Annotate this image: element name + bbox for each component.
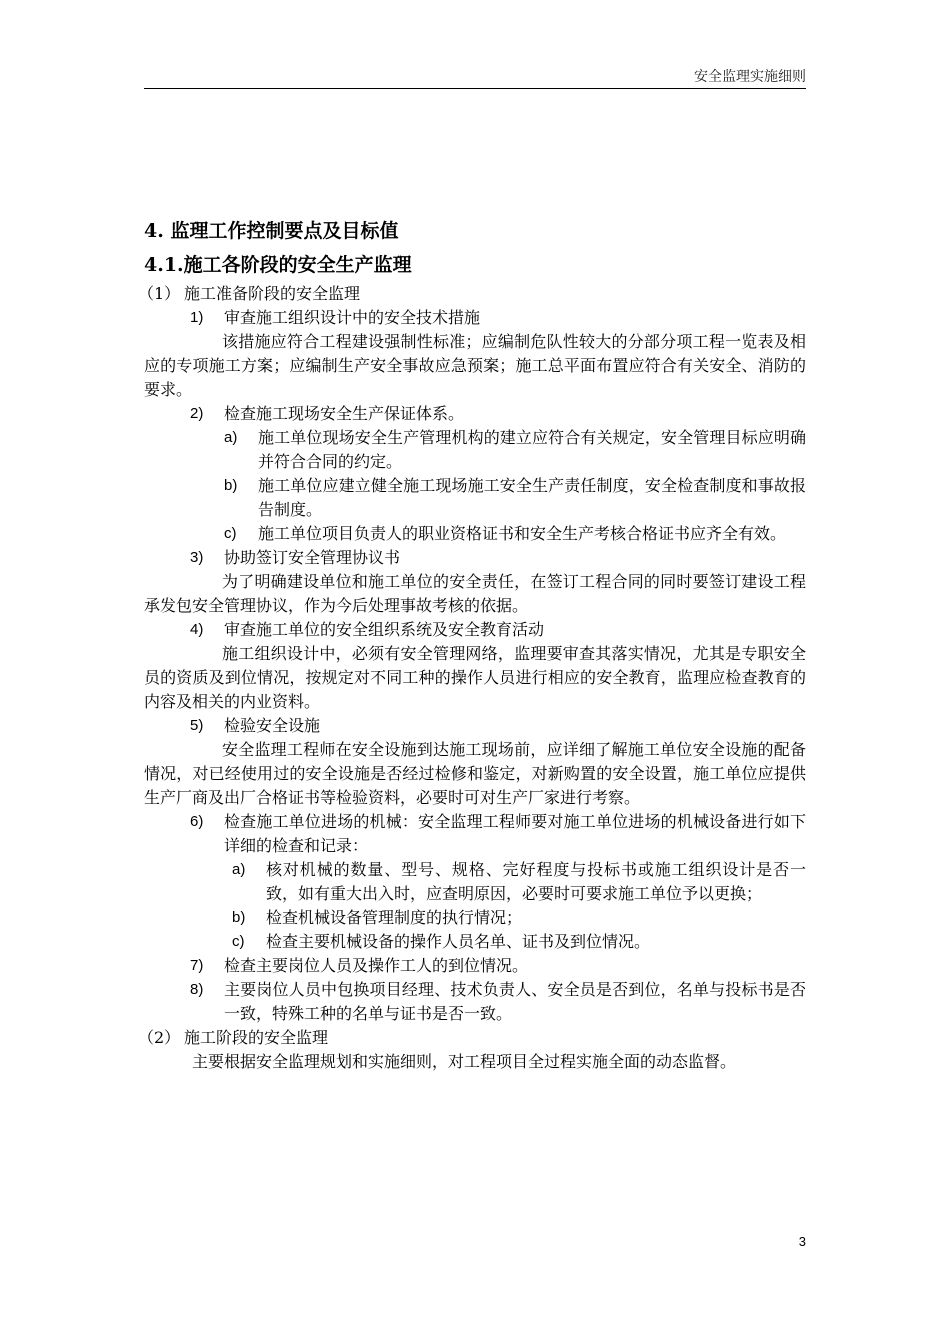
list-number: c) <box>232 933 245 950</box>
list-text: 核对机械的数量、型号、规格、完好程度与投标书或施工组织设计是否一致，如有重大出入时，应查明原因，必要时可要求施工单位予以更换； <box>266 860 806 903</box>
list-item <box>138 1026 806 1050</box>
list-text: 审查施工组织设计中的安全技术措施 <box>224 308 481 327</box>
list-item <box>190 954 806 978</box>
document-body <box>138 216 806 1074</box>
list-number: 4) <box>190 621 204 638</box>
list-number: c) <box>224 525 237 542</box>
list-item <box>224 426 806 474</box>
list-number: a) <box>224 429 238 446</box>
list-text: 施工阶段的安全监理 <box>184 1028 329 1047</box>
list-text: 检验安全设施 <box>224 716 321 735</box>
list-text: 检查施工单位进场的机械：安全监理工程师要对施工单位进场的机械设备进行如下详细的检查和记录： <box>224 812 806 855</box>
paragraph: 为了明确建设单位和施工单位的安全责任，在签订工程合同的同时要签订建设工程承发包安全管理协议，作为今后处理事故考核的依据。 <box>144 572 806 615</box>
paragraph: 主要根据安全监理规划和实施细则，对工程项目全过程实施全面的动态监督。 <box>192 1052 737 1071</box>
list-item <box>232 906 806 930</box>
list-item <box>224 522 806 546</box>
paragraph: 该措施应符合工程建设强制性标准；应编制危队性较大的分部分项工程一览表及相应的专项施工方案；应编制生产安全事故应急预案；施工总平面布置应符合有关安全、消防的要求。 <box>144 332 806 399</box>
list-number: 8) <box>190 981 204 998</box>
list-text: 施工单位现场安全生产管理机构的建立应符合有关规定，安全管理目标应明确并符合合同的约定。 <box>258 428 806 471</box>
list-number: （2） <box>138 1028 181 1047</box>
header-rule <box>144 88 806 89</box>
header-title: 安全监理实施细则 <box>694 69 806 85</box>
list-number: 6) <box>190 813 204 830</box>
list-text: 主要岗位人员中包换项目经理、技术负责人、安全员是否到位，名单与投标书是否一致，特殊工种的名单与证书是否一致。 <box>224 980 806 1023</box>
list-item <box>138 282 806 306</box>
list-number: 7) <box>190 957 204 974</box>
list-item <box>224 474 806 522</box>
list-text: 施工单位项目负责人的职业资格证书和安全生产考核合格证书应齐全有效。 <box>258 524 787 543</box>
list-item <box>232 858 806 906</box>
list-text: 施工准备阶段的安全监理 <box>184 284 361 303</box>
list-item <box>190 546 806 570</box>
list-number: 1) <box>190 309 204 326</box>
list-text: 检查施工现场安全生产保证体系。 <box>224 404 465 423</box>
list-number: （1） <box>138 284 181 303</box>
list-number: a) <box>232 861 246 878</box>
list-text: 审查施工单位的安全组织系统及安全教育活动 <box>224 620 545 639</box>
section-heading: 4. 监理工作控制要点及目标值 <box>144 220 399 242</box>
list-number: b) <box>224 477 238 494</box>
list-number: 2) <box>190 405 204 422</box>
list-text: 检查主要机械设备的操作人员名单、证书及到位情况。 <box>266 932 651 951</box>
list-number: 3) <box>190 549 204 566</box>
list-item <box>190 810 806 858</box>
list-text: 协助签订安全管理协议书 <box>224 548 401 567</box>
list-item <box>190 978 806 1026</box>
list-item <box>190 618 806 642</box>
list-item <box>190 402 806 426</box>
list-item <box>232 930 806 954</box>
list-text: 检查机械设备管理制度的执行情况； <box>266 908 523 927</box>
list-number: 5) <box>190 717 204 734</box>
list-item <box>190 306 806 330</box>
paragraph: 施工组织设计中，必须有安全管理网络，监理要审查其落实情况，尤其是专职安全员的资质及到位情况，按规定对不同工种的操作人员进行相应的安全教育，监理应检查教育的内容及相关的内业资料。 <box>144 644 806 711</box>
list-text: 检查主要岗位人员及操作工人的到位情况。 <box>224 956 529 975</box>
list-number: b) <box>232 909 246 926</box>
page-number: 3 <box>798 1234 806 1249</box>
list-text: 施工单位应建立健全施工现场施工安全生产责任制度，安全检查制度和事故报告制度。 <box>258 476 806 519</box>
subsection-heading: 4.1.施工各阶段的安全生产监理 <box>144 254 412 276</box>
list-item <box>190 714 806 738</box>
paragraph: 安全监理工程师在安全设施到达施工现场前，应详细了解施工单位安全设施的配备情况，对已经使用过的安全设施是否经过检修和鉴定，对新购置的安全设置，施工单位应提供生产厂商及出厂合格证书等检验资料，必要时可对生产厂家进行考察。 <box>144 740 806 807</box>
